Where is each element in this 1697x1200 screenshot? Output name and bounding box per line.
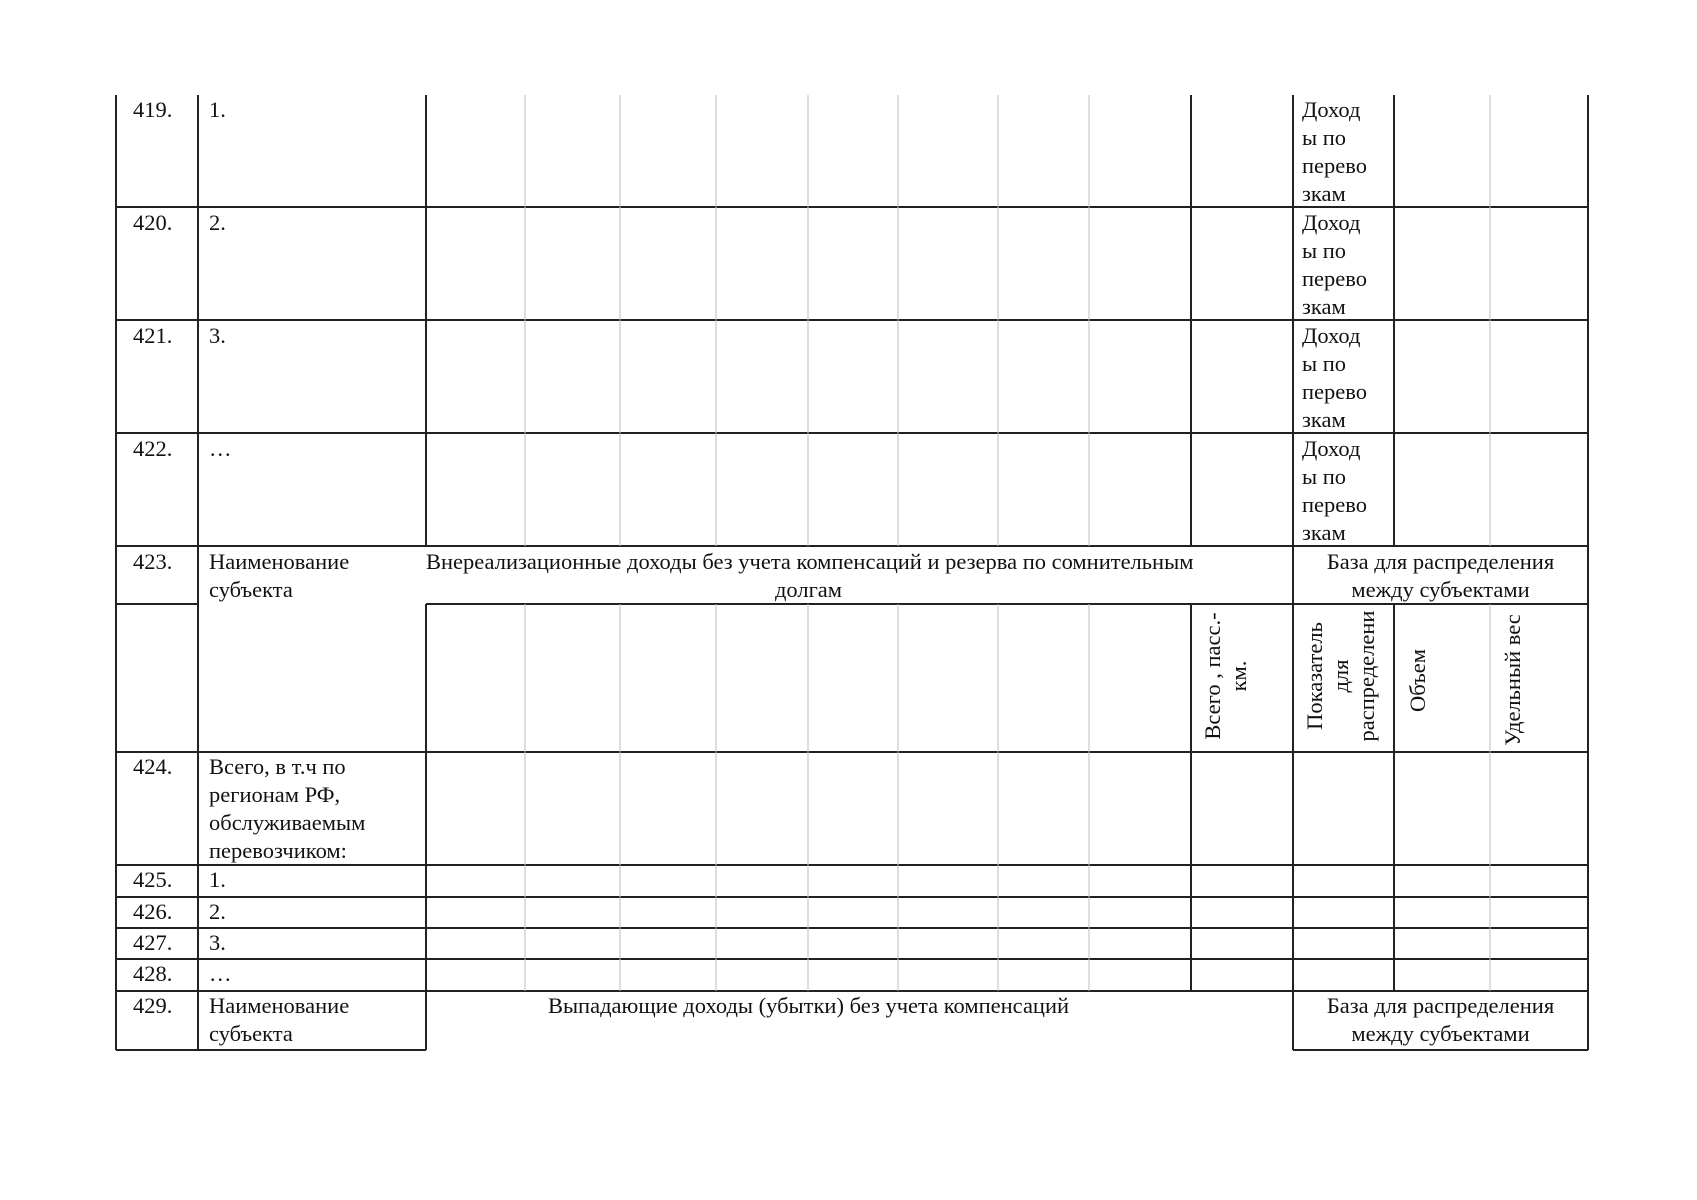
- base-header-line: между субъектами: [1351, 577, 1530, 602]
- subject-name-line: обслуживаемым: [209, 810, 366, 835]
- base-label-line: ы по: [1302, 238, 1347, 263]
- subject-name-line: Всего, в т.ч по: [209, 754, 346, 779]
- indicator-col-line: распределени: [1354, 610, 1379, 742]
- base-label-line: зкам: [1302, 520, 1346, 545]
- subject-name: 2.: [209, 210, 226, 235]
- subject-name-line: перевозчиком:: [209, 838, 347, 863]
- row-number: 422.: [133, 436, 173, 461]
- base-label-line: ы по: [1302, 464, 1347, 489]
- indicator-col-header: [1302, 604, 1380, 748]
- base-label-line: зкам: [1302, 181, 1346, 206]
- row-number: 423.: [133, 549, 173, 574]
- loss-header: Выпадающие доходы (убытки) без учета компенсаций: [547, 993, 1070, 1018]
- income-header-line: Внереализационные доходы без учета компенсаций и резерва по сомнительным: [426, 549, 1194, 574]
- subject-name: …: [209, 961, 232, 986]
- subject-name: …: [209, 436, 232, 461]
- subject-header-line: Наименование: [209, 549, 350, 574]
- base-label-line: перево: [1302, 153, 1367, 178]
- subject-name: 1.: [209, 97, 226, 122]
- base-label-line: ы по: [1302, 351, 1347, 376]
- base-label-line: Доход: [1302, 323, 1361, 348]
- base-label-line: зкам: [1302, 294, 1346, 319]
- base-label-line: Доход: [1302, 97, 1361, 122]
- share-col-header: Удельный вес: [1500, 614, 1525, 746]
- indicator-col-line: для: [1328, 659, 1353, 693]
- row-number: 427.: [133, 930, 173, 955]
- subject-name: 2.: [209, 899, 226, 924]
- base-label-line: перево: [1302, 266, 1367, 291]
- row-number: 428.: [133, 961, 173, 986]
- base-label-line: зкам: [1302, 407, 1346, 432]
- row-number: 419.: [133, 97, 173, 122]
- total-col-line: км.: [1226, 660, 1251, 692]
- row-number: 425.: [133, 867, 173, 892]
- subject-name-line: регионам РФ,: [209, 782, 341, 807]
- row-number: 426.: [133, 899, 173, 924]
- row-number: 424.: [133, 754, 173, 779]
- subject-header-line: субъекта: [209, 577, 293, 602]
- base-label-line: Доход: [1302, 210, 1361, 235]
- row-number: 421.: [133, 323, 173, 348]
- total-col-header: [1200, 604, 1252, 748]
- base-header-line: между субъектами: [1351, 1021, 1530, 1046]
- base-label-line: перево: [1302, 492, 1367, 517]
- subject-header-line: Наименование: [209, 993, 350, 1018]
- subject-name: 3.: [209, 323, 226, 348]
- subject-name: 1.: [209, 867, 226, 892]
- base-label-line: перево: [1302, 379, 1367, 404]
- total-col-line: Всего , пасс.-: [1200, 612, 1225, 740]
- row-number: 429.: [133, 993, 173, 1018]
- subject-name: 3.: [209, 930, 226, 955]
- row-number: 420.: [133, 210, 173, 235]
- base-header-line: База для распределения: [1326, 549, 1555, 574]
- base-label-line: Доход: [1302, 436, 1361, 461]
- volume-col-header: Объем: [1405, 649, 1430, 712]
- indicator-col-line: Показатель: [1302, 622, 1327, 730]
- subject-header-line: субъекта: [209, 1021, 293, 1046]
- base-header-line: База для распределения: [1326, 993, 1555, 1018]
- base-label-line: ы по: [1302, 125, 1347, 150]
- income-header-line: долгам: [774, 577, 843, 602]
